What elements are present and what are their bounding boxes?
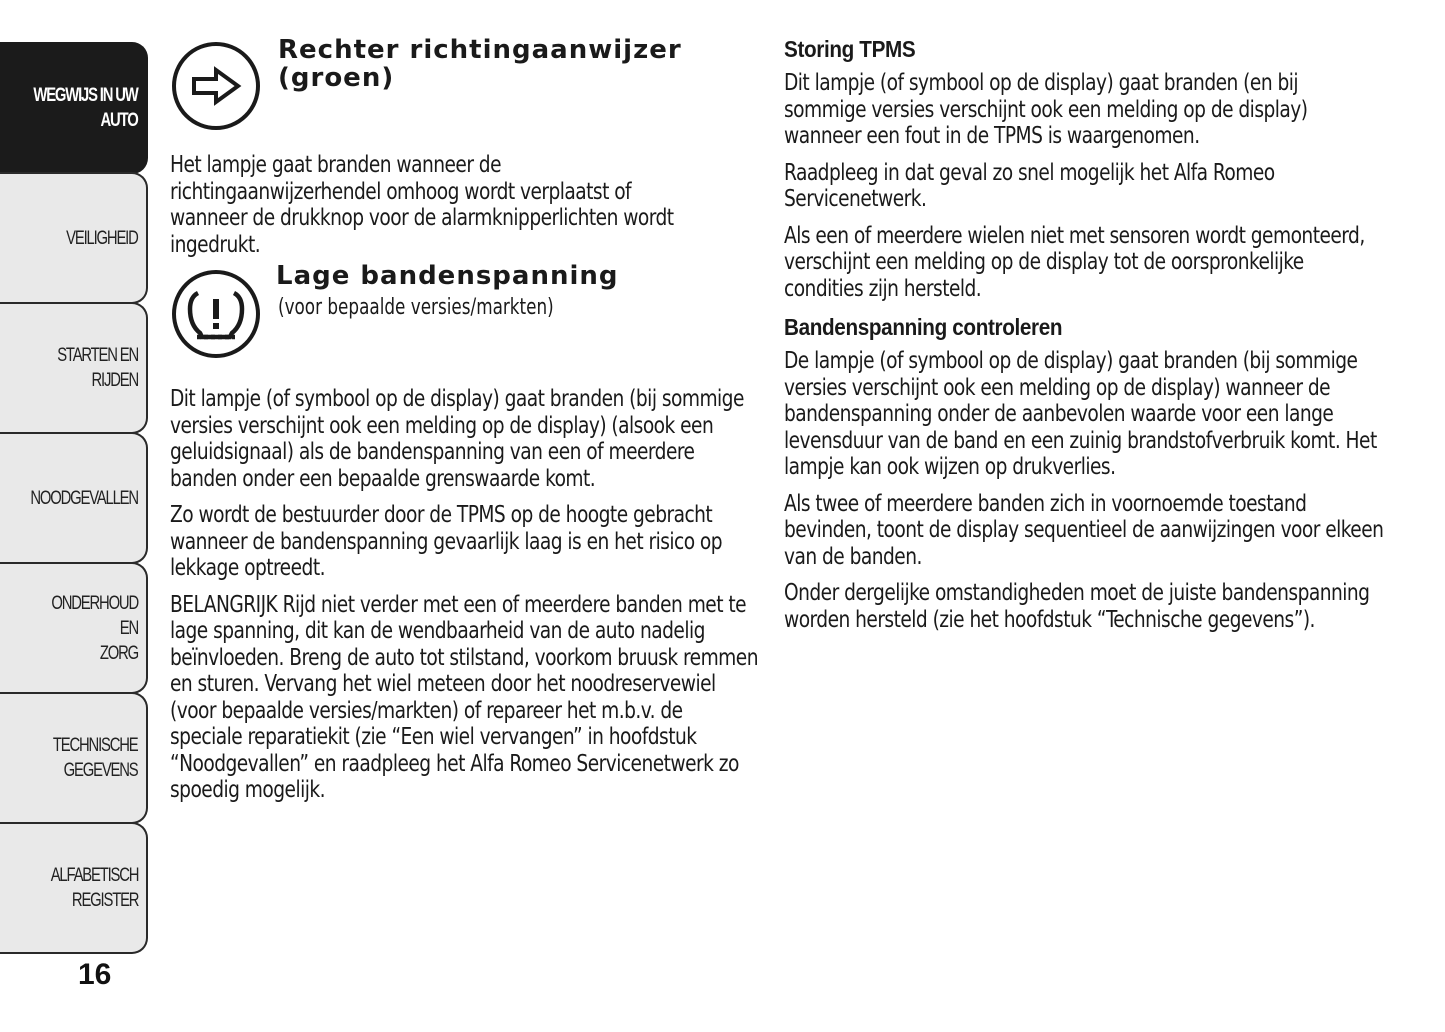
tab-label: WEGWIJS IN UW AUTO [33,85,138,131]
tab-onderhoud-en-zorg[interactable] [0,562,148,694]
right-column [784,30,1384,643]
section-body-right-turn-signal: Het lampje gaat branden wanneer de richtingaanwijzerhendel omhoog wordt verplaatst of wanneer de drukknop voor de alarmknipperlichten wordt ingedrukt. [170,152,674,258]
tab-label: NOODGEVALLEN [30,487,138,509]
tab-noodgevallen[interactable] [0,432,148,564]
important-note: BELANGRIJK Rijd niet verder met een of meerdere banden met te lage spanning, dit kan de wendbaarheid van de auto nadelig beïnvloeden. Breng de auto tot stilstand, voorkom bruusk remmen en sturen. Vervang het wiel meteen door het noodreservewiel (voor bepaalde versies/markten) of repareer het m.b.v. de speciale reparatiekit (zie “Een wiel vervangen” in hoofdstuk “Noodgevallen” en raadpleeg het Alfa Romeo Servicenetwerk zo spoedig mogelijk. [170,591,758,803]
tab-label: VEILIGHEID [66,227,138,249]
paragraph: Raadpleeg in dat geval zo snel mogelijk het Alfa Romeo Servicenetwerk. [784,159,1275,212]
tab-wegwijs-in-uw-auto[interactable] [0,42,148,174]
tab-alfabetisch-register[interactable] [0,822,148,954]
page-number: 16 [78,958,112,991]
paragraph: Als een of meerdere wielen niet met sensoren wordt gemonteerd, verschijnt een melding op de display tot de oorspronkelijke condities zijn hersteld. [784,222,1365,302]
section-subtitle-low-tire-pressure: (voor bepaalde versies/markten) [278,295,554,320]
tab-veiligheid[interactable] [0,172,148,304]
paragraph: Dit lampje (of symbool op de display) gaat branden (bij sommige versies verschijnt ook een melding op de display) (alsook een geluidsignaal) als de bandenspanning van een of meerdere banden onder een bepaalde grenswaarde komt. [170,386,744,492]
tire-pressure-warning-icon [172,270,260,358]
paragraph: Als twee of meerdere banden zich in voornoemde toestand bevinden, toont de display sequentieel de aanwijzingen voor elkeen van de banden. [784,490,1384,570]
tab-technische-gegevens[interactable] [0,692,148,824]
heading-bandenspanning-controleren: Bandenspanning controleren [784,314,1063,340]
paragraph: Zo wordt de bestuurder door de TPMS op de hoogte gebracht wanneer de bandenspanning gevaarlijk laag is en het risico op lekkage optreedt. [170,502,723,581]
tab-label: ONDERHOUD EN ZORG [51,592,139,664]
tab-label: TECHNISCHE GEGEVENS [53,735,138,781]
section-body-low-tire-pressure [170,386,760,814]
paragraph: Dit lampje (of symbool op de display) gaat branden (en bij sommige versies verschijnt ook een melding op de display) wanneer een fout in de TPMS is waargenomen. [784,70,1308,149]
tab-label: ALFABETISCH REGISTER [50,865,138,911]
paragraph: Onder dergelijke omstandigheden moet de juiste bandenspanning worden hersteld (zie het hoofdstuk “Technische gegevens”). [784,580,1370,633]
right-arrow-icon [172,42,260,130]
heading-storing-tpms: Storing TPMS [784,36,916,62]
tab-label: STARTEN EN RIJDEN [57,345,138,391]
tab-starten-en-rijden[interactable] [0,302,148,434]
section-title-low-tire-pressure: Lage bandenspanning [276,261,619,291]
section-title-right-turn-signal: Rechter richtingaanwijzer (groen) [278,35,682,93]
paragraph: De lampje (of symbool op de display) gaat branden (bij sommige versies verschijnt ook een melding op de display) wanneer de bandenspanning onder de aanbevolen waarde voor een lange levensduur van de band en een zuinig brandstofverbruik komt. Het lampje kan ook wijzen op drukverlies. [784,348,1377,480]
